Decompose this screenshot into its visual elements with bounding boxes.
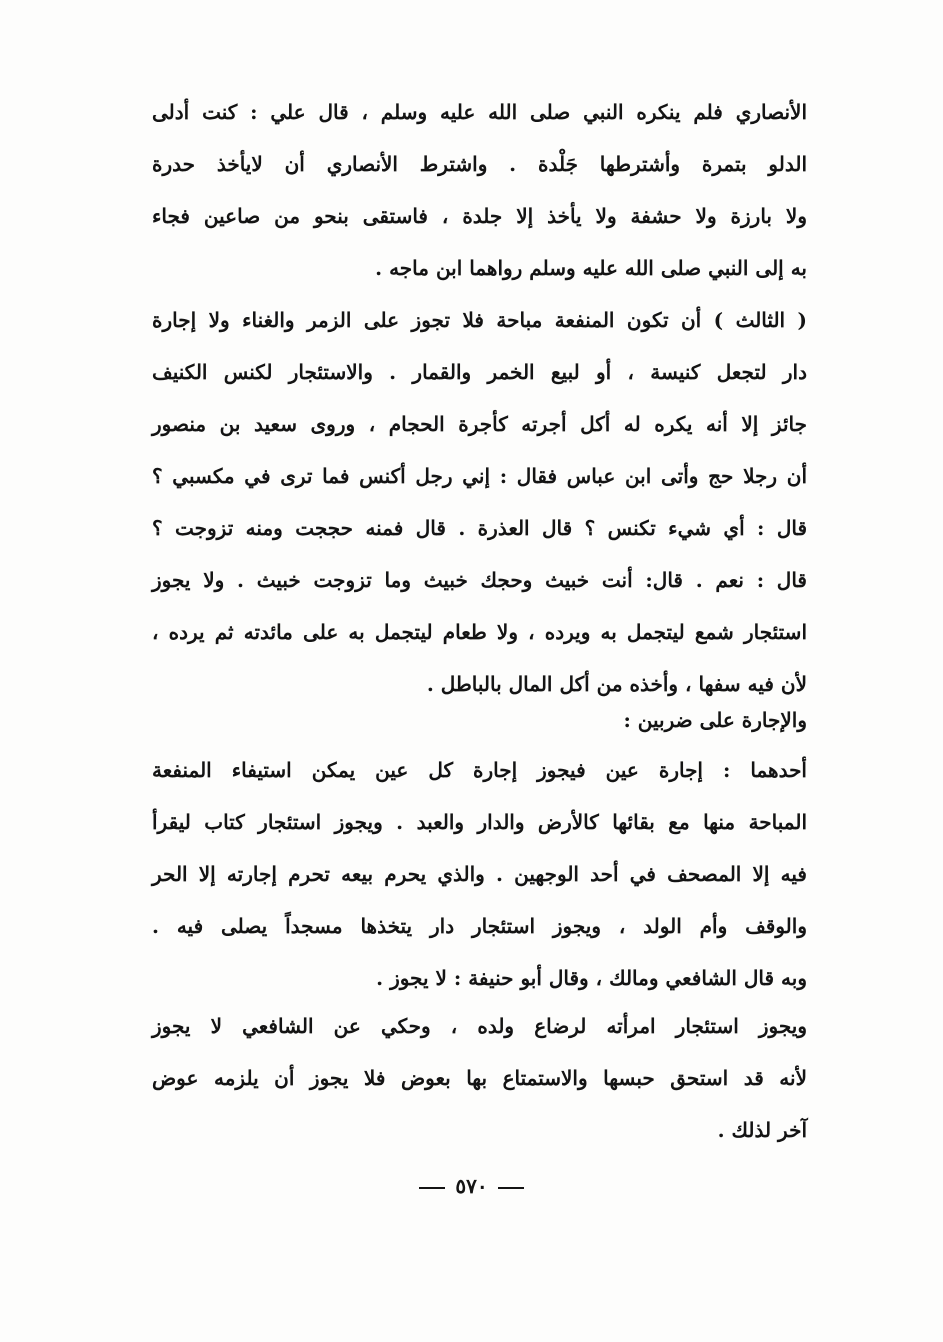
text-line: دار لتجعل كنيسة ، أو لبيع الخمر والقمار . والاستئجار لكنس الكنيف [152,360,807,384]
paragraph-3-heading [152,694,807,746]
text-line: والوقف وأم الولد ، ويجوز استئجار دار يتخذها مسجداً يصلى فيه . [152,914,807,938]
section-heading: والإجارة على ضربين : [623,708,807,732]
paragraph-1 [152,86,807,294]
page-number-footer [0,1174,943,1198]
text-line: به إلى النبي صلى الله عليه وسلم رواهما ابن ماجه . [375,256,807,280]
page-number: ٥٧٠ [455,1174,488,1198]
dash-right [419,1187,445,1189]
text-line: قال : نعم . قال: أنت خبيث وحجك خبيث وما تزوجت خبيث . ولا يجوز [152,568,807,592]
text-line: لأنه قد استحق حبسها والاستمتاع بها بعوض فلا يجوز أن يلزمه عوض [152,1066,807,1090]
text-line: لأن فيه سفها ، وأخذه من أكل المال بالباطل . [426,672,807,696]
text-line: الأنصاري فلم ينكره النبي صلى الله عليه وسلم ، قال علي : كنت أدلى [152,100,807,124]
text-line: استئجار شمع ليتجمل به ويرده ، ولا طعام ليتجمل به على مائدته ثم يرده ، [152,620,808,644]
paragraph-4 [152,744,807,1004]
text-line: فيه إلا المصحف في أحد الوجهين . والذي يحرم بيعه تحرم إجارته إلا الحر [152,862,807,886]
dash-left [498,1187,524,1189]
text-line: ( الثالث ) أن تكون المنفعة مباحة فلا تجوز على الزمر والغناء ولا إجارة [152,308,807,332]
paragraph-5 [152,1000,807,1156]
text-line: قال : أي شيء تكنس ؟ قال العذرة . قال فمنه حججت ومنه تزوجت ؟ [152,516,808,540]
text-line: ولا بارزة ولا حشفة ولا يأخذ إلا جلدة ، فاستقى بنحو من صاعين فجاء [152,204,807,228]
text-line: أن رجلا حج وأتى ابن عباس فقال : إني رجل أكنس فما ترى في مكسبي ؟ [152,464,807,488]
text-line: آخر لذلك . [717,1118,807,1142]
text-line: ويجوز استئجار امرأته لرضاع ولده ، وحكي عن الشافعي لا يجوز [152,1014,807,1038]
text-line: الدلو بتمرة وأشترطها جَلْدة . واشترط الأنصاري أن لايأخذ حدرة [152,152,807,176]
paragraph-2 [152,294,807,710]
text-line: أحدهما : إجارة عين فيجوز إجارة كل عين يمكن استيفاء المنفعة [152,758,807,782]
text-line: جائز إلا أنه يكره له أكل أجرته كأجرة الحجام ، وروى سعيد بن منصور [152,412,807,436]
text-line: وبه قال الشافعي ومالك ، وقال أبو حنيفة : لا يجوز . [376,966,807,990]
text-line: المباحة منها مع بقائها كالأرض والدار والعبد . ويجوز استئجار كتاب ليقرأ [152,810,807,834]
